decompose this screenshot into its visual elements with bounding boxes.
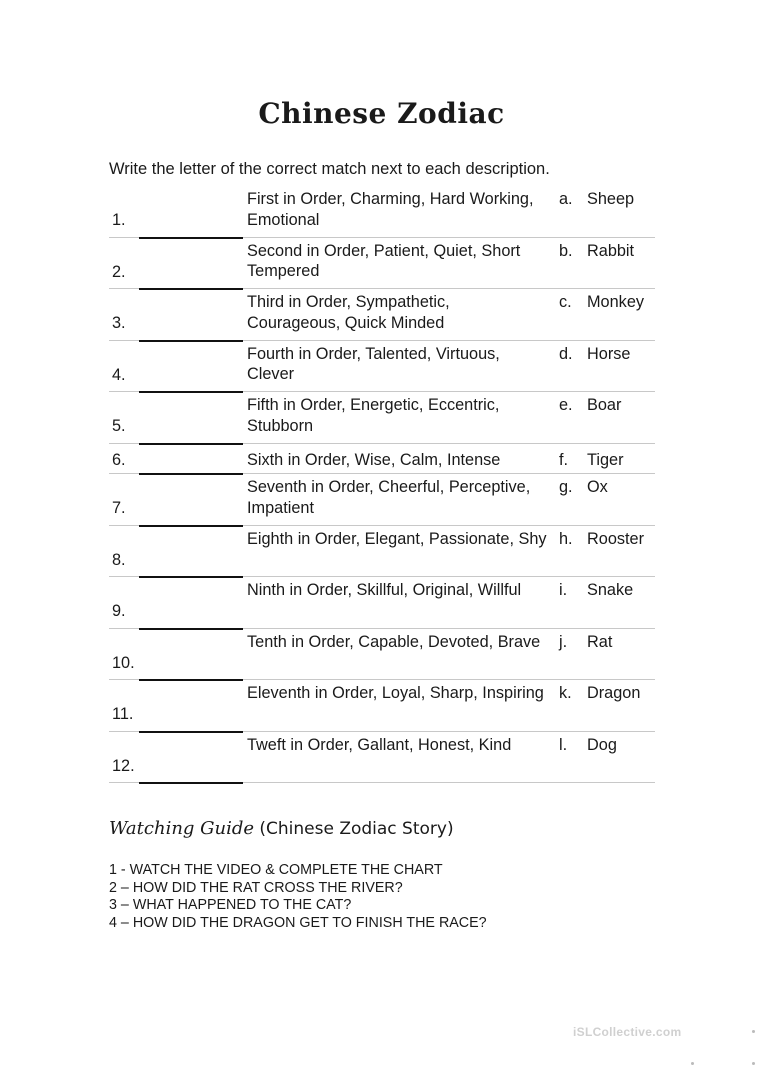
row-description: Tenth in Order, Capable, Devoted, Brave: [247, 632, 541, 651]
row-description: Fifth in Order, Energetic, Eccentric, Stubborn: [247, 396, 500, 435]
row-description: Seventh in Order, Cheerful, Perceptive, Impatient: [247, 478, 531, 517]
row-description: Sixth in Order, Wise, Calm, Intense: [247, 450, 501, 469]
option-animal: Monkey: [587, 293, 645, 311]
option-animal: Sheep: [587, 190, 635, 208]
option-animal: Tiger: [587, 450, 624, 469]
row-description: Eighth in Order, Elegant, Passionate, Shy: [247, 529, 547, 548]
decorative-dot: [752, 1062, 755, 1065]
row-description: First in Order, Charming, Hard Working, Emotional: [247, 190, 534, 229]
option-animal: Horse: [587, 344, 631, 363]
option-animal: Boar: [587, 396, 622, 414]
row-description: Second in Order, Patient, Quiet, Short Tempered: [247, 241, 521, 280]
row-number: 1.: [112, 211, 126, 229]
table-row: [109, 186, 655, 238]
table-row: [109, 526, 655, 578]
page-title: Chinese Zodiac: [258, 97, 505, 130]
table-row: [109, 289, 655, 341]
option-animal: Dog: [587, 735, 617, 754]
row-number: 3.: [112, 314, 126, 332]
decorative-dot: [752, 1030, 755, 1033]
row-number: 4.: [112, 365, 126, 384]
option-letter: b.: [559, 241, 573, 260]
option-animal: Rabbit: [587, 241, 635, 260]
row-number: 7.: [112, 499, 126, 517]
row-description: Eleventh in Order, Loyal, Sharp, Inspiring: [247, 684, 544, 702]
table-row: [109, 444, 655, 475]
table-row: [109, 474, 655, 526]
table-row: [109, 392, 655, 444]
watching-guide-subtitle: (Chinese Zodiac Story): [259, 819, 454, 839]
option-letter: f.: [559, 450, 569, 469]
table-row: [109, 577, 655, 629]
table-row: [109, 238, 655, 290]
option-animal: Dragon: [587, 684, 641, 702]
row-number: 2.: [112, 262, 126, 281]
option-letter: e.: [559, 396, 573, 414]
row-description: Ninth in Order, Skillful, Original, Willful: [247, 581, 522, 599]
table-row: [109, 680, 655, 732]
option-letter: k.: [559, 684, 572, 702]
decorative-dot: [691, 1062, 694, 1065]
option-letter: l.: [559, 735, 568, 754]
question-list: [109, 862, 487, 933]
question-item: 2 – HOW DID THE RAT CROSS THE RIVER?: [109, 879, 403, 896]
question-item: 3 – WHAT HAPPENED TO THE CAT?: [109, 897, 352, 914]
row-number: 9.: [112, 602, 126, 620]
matching-table: [109, 186, 655, 783]
option-letter: g.: [559, 478, 573, 496]
question-item: 1 - WATCH THE VIDEO & COMPLETE THE CHART: [109, 862, 443, 878]
option-animal: Rat: [587, 632, 613, 651]
option-letter: d.: [559, 344, 573, 363]
option-animal: Ox: [587, 478, 608, 496]
table-row: [109, 629, 655, 681]
question-item: 4 – HOW DID THE DRAGON GET TO FINISH THE RACE?: [109, 915, 487, 932]
watching-guide-heading: [109, 818, 454, 840]
option-letter: j.: [559, 632, 568, 651]
option-animal: Snake: [587, 581, 634, 599]
row-description: Tweft in Order, Gallant, Honest, Kind: [247, 735, 512, 754]
table-row: [109, 341, 655, 393]
row-number: 8.: [112, 550, 126, 569]
option-letter: h.: [559, 529, 573, 548]
row-number: 6.: [112, 450, 126, 469]
option-letter: a.: [559, 190, 573, 208]
row-number: 11.: [112, 705, 134, 723]
option-letter: c.: [559, 293, 572, 311]
row-number: 12.: [112, 756, 135, 775]
row-description: Third in Order, Sympathetic, Courageous, Quick Minded: [247, 293, 450, 332]
watching-guide-title: Watching Guide: [109, 818, 255, 839]
answer-blank: [139, 782, 243, 784]
option-animal: Rooster: [587, 529, 645, 548]
table-row: [109, 732, 655, 784]
option-letter: i.: [559, 581, 568, 599]
row-number: 10.: [112, 653, 135, 672]
row-number: 5.: [112, 417, 126, 435]
instructions: Write the letter of the correct match next to each description.: [109, 160, 550, 178]
row-description: Fourth in Order, Talented, Virtuous, Clever: [247, 344, 500, 383]
site-watermark: iSLCollective.com: [573, 1025, 682, 1039]
